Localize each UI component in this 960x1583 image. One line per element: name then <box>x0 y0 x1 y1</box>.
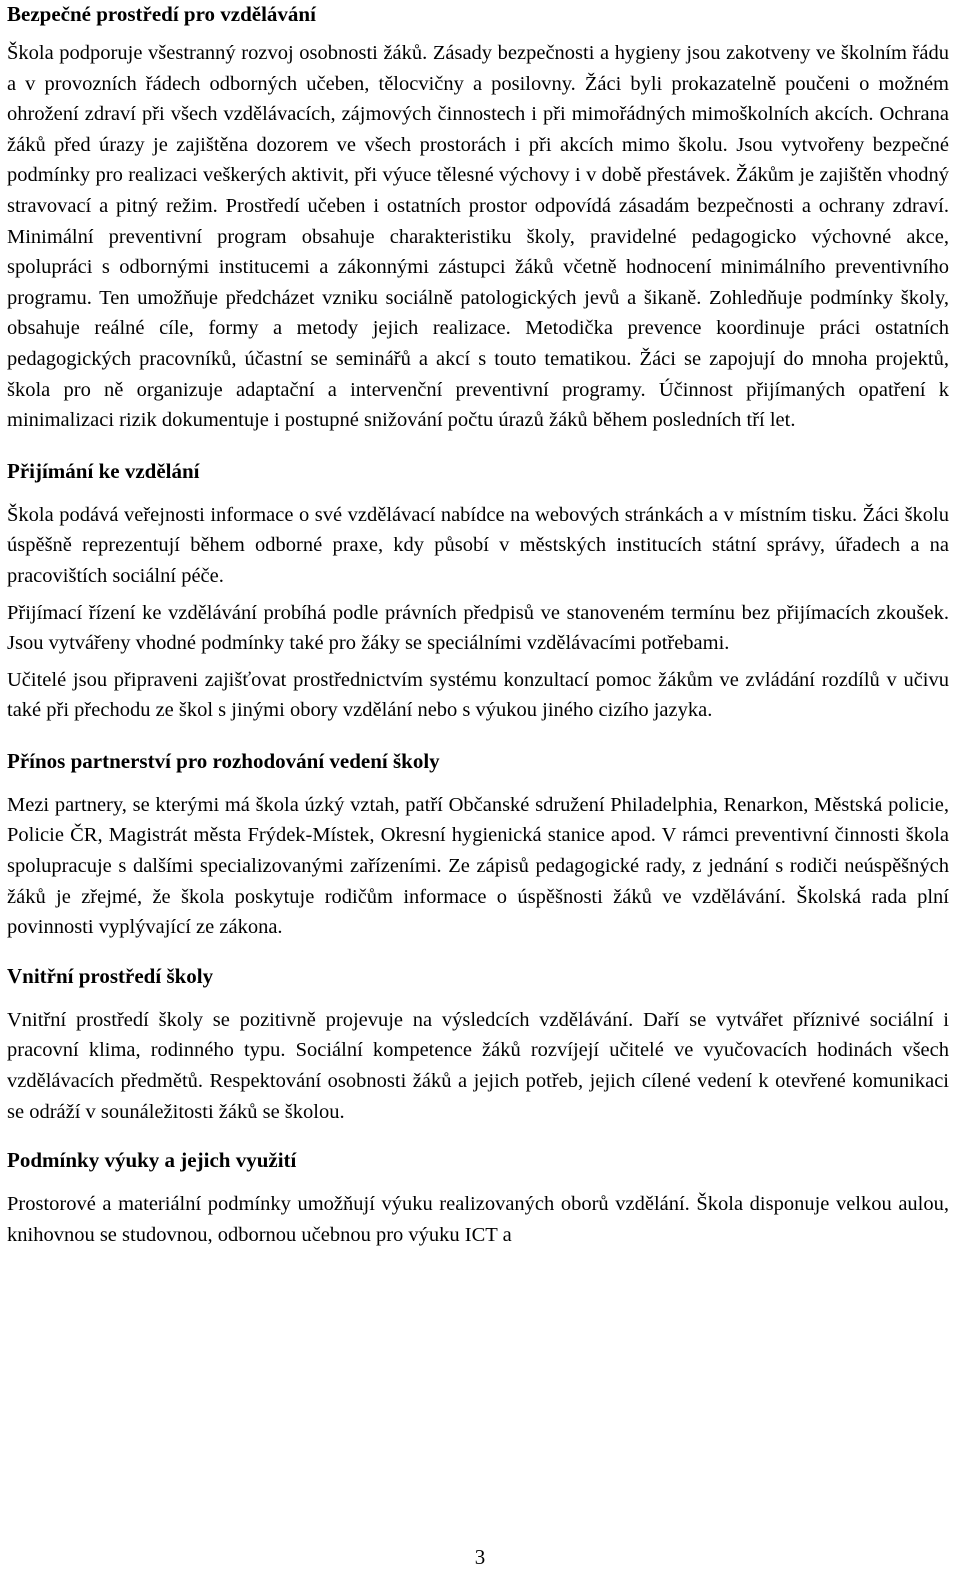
section-bezpecne-prostredi <box>7 0 949 436</box>
section-paragraph: Vnitřní prostředí školy se pozitivně projevuje na výsledcích vzdělávání. Daří se vytvářet příznivé sociální i pracovní klima, rodinného typu. Sociální kompetence žáků rozvíjejí učitelé ve vyučovacích hodinách všech vzdělávacích předmětů. Respektování osobnosti žáků a jejich potřeb, jejich cílené vedení k otevřené komunikaci se odráží v sounáležitosti žáků se školou. <box>7 1008 949 1123</box>
section-paragraph: Mezi partnery, se kterými má škola úzký vztah, patří Občanské sdružení Philadelphia, Renarkon, Městská policie, Policie ČR, Magistrát města Frýdek-Místek, Okresní hygienická stanice apod. V rámci preventivní činnosti škola spolupracuje s dalšími specializovanými zařízeními. Ze zápisů pedagogické rady, z jednání s rodiči neúspěšných žáků je zřejmé, že škola poskytuje rodičům informace o úspěšnosti žáků ve vzdělávání. Školská rada plní povinnosti vyplývající ze zákona. <box>7 793 949 939</box>
section-paragraph: Učitelé jsou připraveni zajišťovat prostřednictvím systému konzultací pomoc žákům ve zvládání rozdílů v učivu také při přechodu ze škol s jinými obory vzdělání nebo s výukou jiného cizího jazyka. <box>7 668 949 722</box>
section-prijimani-ke-vzdelani <box>7 456 949 726</box>
section-podminky-vyuky <box>7 1145 949 1250</box>
section-prinos-partnerstvi <box>7 746 949 943</box>
page-number: 3 <box>474 1545 486 1569</box>
section-heading: Podmínky výuky a jejich využití <box>7 1148 297 1173</box>
document-page <box>7 0 949 1250</box>
section-paragraph: Škola podporuje všestranný rozvoj osobnosti žáků. Zásady bezpečnosti a hygieny jsou zakotveny ve školním řádu a v provozních řádech odborných učeben, tělocvičny a posilovny. Žáci byli prokazatelně poučeni o možném ohrožení zdraví při všech vzdělávacích, zájmových činnostech i při mimořádných mimoškolních akcích. Ochrana žáků před úrazy je zajištěna dozorem ve všech prostorách i při akcích mimo školu. Jsou vytvořeny bezpečné podmínky pro realizaci veškerých aktivit, při výuce tělesné výchovy i v době přestávek. Žákům je zajištěn vhodný stravovací a pitný režim. Prostředí učeben i ostatních prostor odpovídá zásadám bezpečnosti a ochrany zdraví. Minimální preventivní program obsahuje charakteristiku školy, pravidelné pedagogicko výchovné akce, spolupráci s odbornými institucemi a zákonnými zástupci žáků včetně hodnocení minimálního preventivního programu. Ten umožňuje předcházet vzniku sociálně patologických jevů a šikaně. Zohledňuje podmínky školy, obsahuje reálné cíle, formy a metody jejich realizace. Metodička prevence koordinuje práci ostatních pedagogických pracovníků, účastní se seminářů a akcí s touto tematikou. Žáci se zapojují do mnoha projektů, škola pro ně organizuje adaptační a intervenční preventivní programy. Účinnost přijímaných opatření k minimalizaci rizik dokumentuje i postupné snižování počtu úrazů žáků během posledních tří let. <box>7 42 949 432</box>
section-heading: Přijímání ke vzdělání <box>7 458 200 483</box>
section-heading: Bezpečné prostředí pro vzdělávání <box>7 2 316 26</box>
section-paragraph: Škola podává veřejnosti informace o své vzdělávací nabídce na webových stránkách a v místním tisku. Žáci školu úspěšně reprezentují během odborné praxe, kdy působí v městských institucích státní správy, úřadech a na pracovištích sociální péče. <box>7 503 949 587</box>
section-vnitrni-prostredi <box>7 961 949 1127</box>
section-heading: Vnitřní prostředí školy <box>7 963 214 988</box>
section-paragraph: Prostorové a materiální podmínky umožňují výuku realizovaných oborů vzdělání. Škola disponuje velkou aulou, knihovnou se studovnou, odbornou učebnou pro výuku ICT a <box>7 1193 949 1246</box>
section-paragraph: Přijímací řízení ke vzdělávání probíhá podle právních předpisů ve stanoveném termínu bez přijímacích zkoušek. Jsou vytvářeny vhodné podmínky také pro žáky se speciálními vzdělávacími potřebami. <box>7 601 949 655</box>
section-heading: Přínos partnerství pro rozhodování vedení školy <box>7 748 440 773</box>
